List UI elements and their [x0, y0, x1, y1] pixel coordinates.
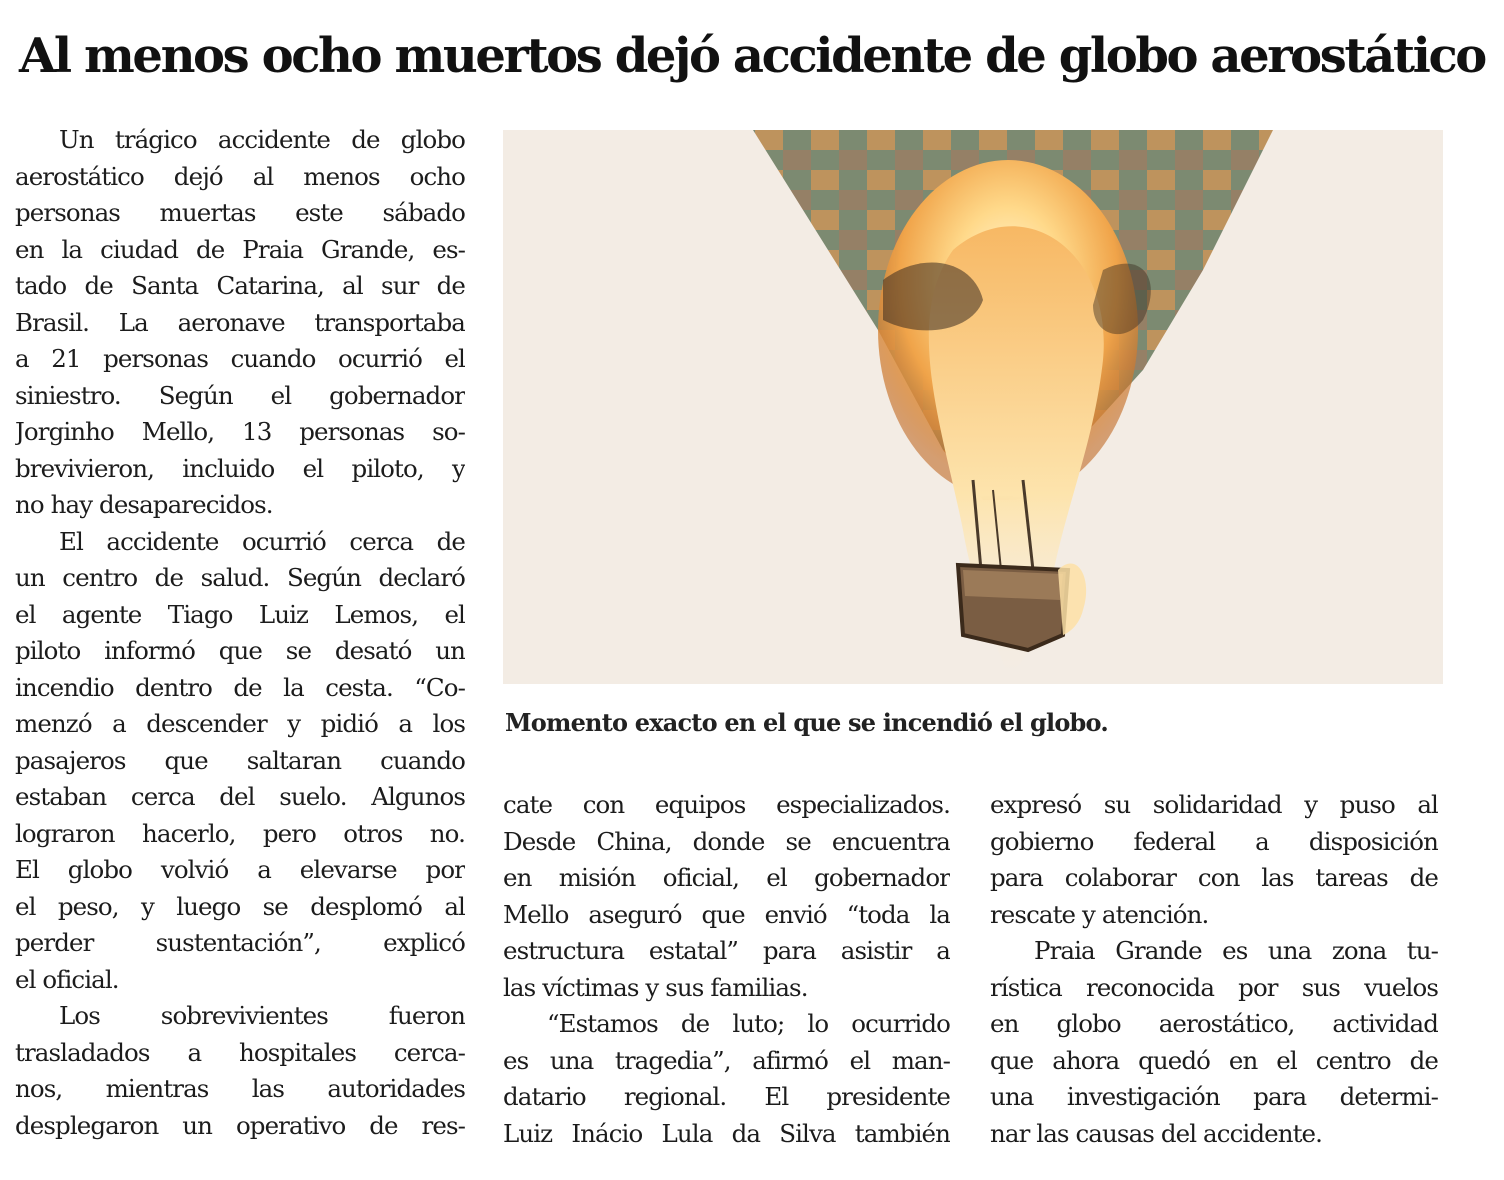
- text-line: tado de Santa Catarina, al sur de: [15, 271, 465, 300]
- text-line: una investigación para determi-: [990, 1082, 1438, 1111]
- text-line: rescate y atención.: [990, 899, 1209, 929]
- text-line: Los sobrevivientes fueron: [59, 1001, 465, 1030]
- text-line: nar las causas del accidente.: [990, 1118, 1323, 1148]
- text-line: en misión oficial, el gobernador: [503, 863, 950, 892]
- text-line: desplegaron un operativo de res-: [15, 1110, 465, 1140]
- text-line: brevivieron, incluido el piloto, y: [15, 453, 465, 483]
- text-line: siniestro. Según el gobernador: [15, 380, 465, 410]
- text-line: Praia Grande es una zona tu-: [1034, 936, 1438, 965]
- text-line: es una tragedia”, afirmó el man-: [503, 1045, 950, 1075]
- article-column-3: [990, 787, 1438, 1152]
- text-line: incendio dentro de la cesta. “Co-: [15, 672, 465, 702]
- text-line: estaban cerca del suelo. Algunos: [15, 782, 465, 811]
- text-line: pasajeros que saltaran cuando: [15, 745, 465, 775]
- text-line: perder sustentación”, explicó: [15, 928, 465, 957]
- text-line: El accidente ocurrió cerca de: [59, 526, 465, 556]
- text-line: un centro de salud. Según declaró: [15, 563, 465, 592]
- text-line: datario regional. El presidente: [503, 1082, 950, 1111]
- text-line: las víctimas y sus familias.: [503, 972, 808, 1002]
- text-line: estructura estatal” para asistir a: [503, 936, 950, 965]
- headline: Al menos ocho muertos dejó accidente de globo aerostático: [19, 28, 1485, 84]
- text-line: piloto informó que se desató un: [15, 636, 465, 665]
- text-line: el agente Tiago Luiz Lemos, el: [15, 599, 465, 629]
- text-line: trasladados a hospitales cerca-: [15, 1037, 465, 1067]
- text-line: a 21 personas cuando ocurrió el: [15, 344, 465, 373]
- text-line: menzó a descender y pidió a los: [15, 709, 465, 738]
- text-line: el peso, y luego se desplomó al: [15, 891, 465, 921]
- article-column-2: [503, 787, 950, 1152]
- text-line: lograron hacerlo, pero otros no.: [15, 818, 465, 848]
- text-line: expresó su solidaridad y puso al: [990, 790, 1438, 819]
- text-line: aerostático dejó al menos ocho: [15, 161, 465, 191]
- text-line: Brasil. La aeronave transportaba: [15, 307, 465, 337]
- text-line: El globo volvió a elevarse por: [15, 855, 465, 884]
- text-line: el oficial.: [15, 964, 119, 994]
- text-line: que ahora quedó en el centro de: [990, 1045, 1438, 1075]
- text-line: Mello aseguró que envió “toda la: [503, 899, 950, 929]
- text-line: Un trágico accidente de globo: [59, 125, 465, 154]
- text-line: no hay desaparecidos.: [15, 490, 273, 519]
- text-line: nos, mientras las autoridades: [15, 1074, 465, 1103]
- text-line: rística reconocida por sus vuelos: [990, 972, 1438, 1002]
- photo-caption: Momento exacto en el que se incendió el globo.: [505, 708, 1108, 737]
- text-line: “Estamos de luto; lo ocurrido: [547, 1009, 950, 1038]
- text-line: Desde China, donde se encuentra: [503, 826, 950, 856]
- text-line: Jorginho Mello, 13 personas so-: [15, 417, 465, 446]
- text-line: personas muertas este sábado: [15, 198, 465, 227]
- text-line: Luiz Inácio Lula da Silva también: [503, 1118, 950, 1148]
- text-line: en la ciudad de Praia Grande, es-: [15, 234, 465, 264]
- text-line: en globo aerostático, actividad: [990, 1009, 1438, 1038]
- text-line: gobierno federal a disposición: [990, 826, 1438, 856]
- article-column-1: [15, 122, 465, 1144]
- balloon-fire-photo: [503, 130, 1443, 684]
- text-line: cate con equipos especializados.: [503, 790, 950, 819]
- text-line: para colaborar con las tareas de: [990, 863, 1438, 892]
